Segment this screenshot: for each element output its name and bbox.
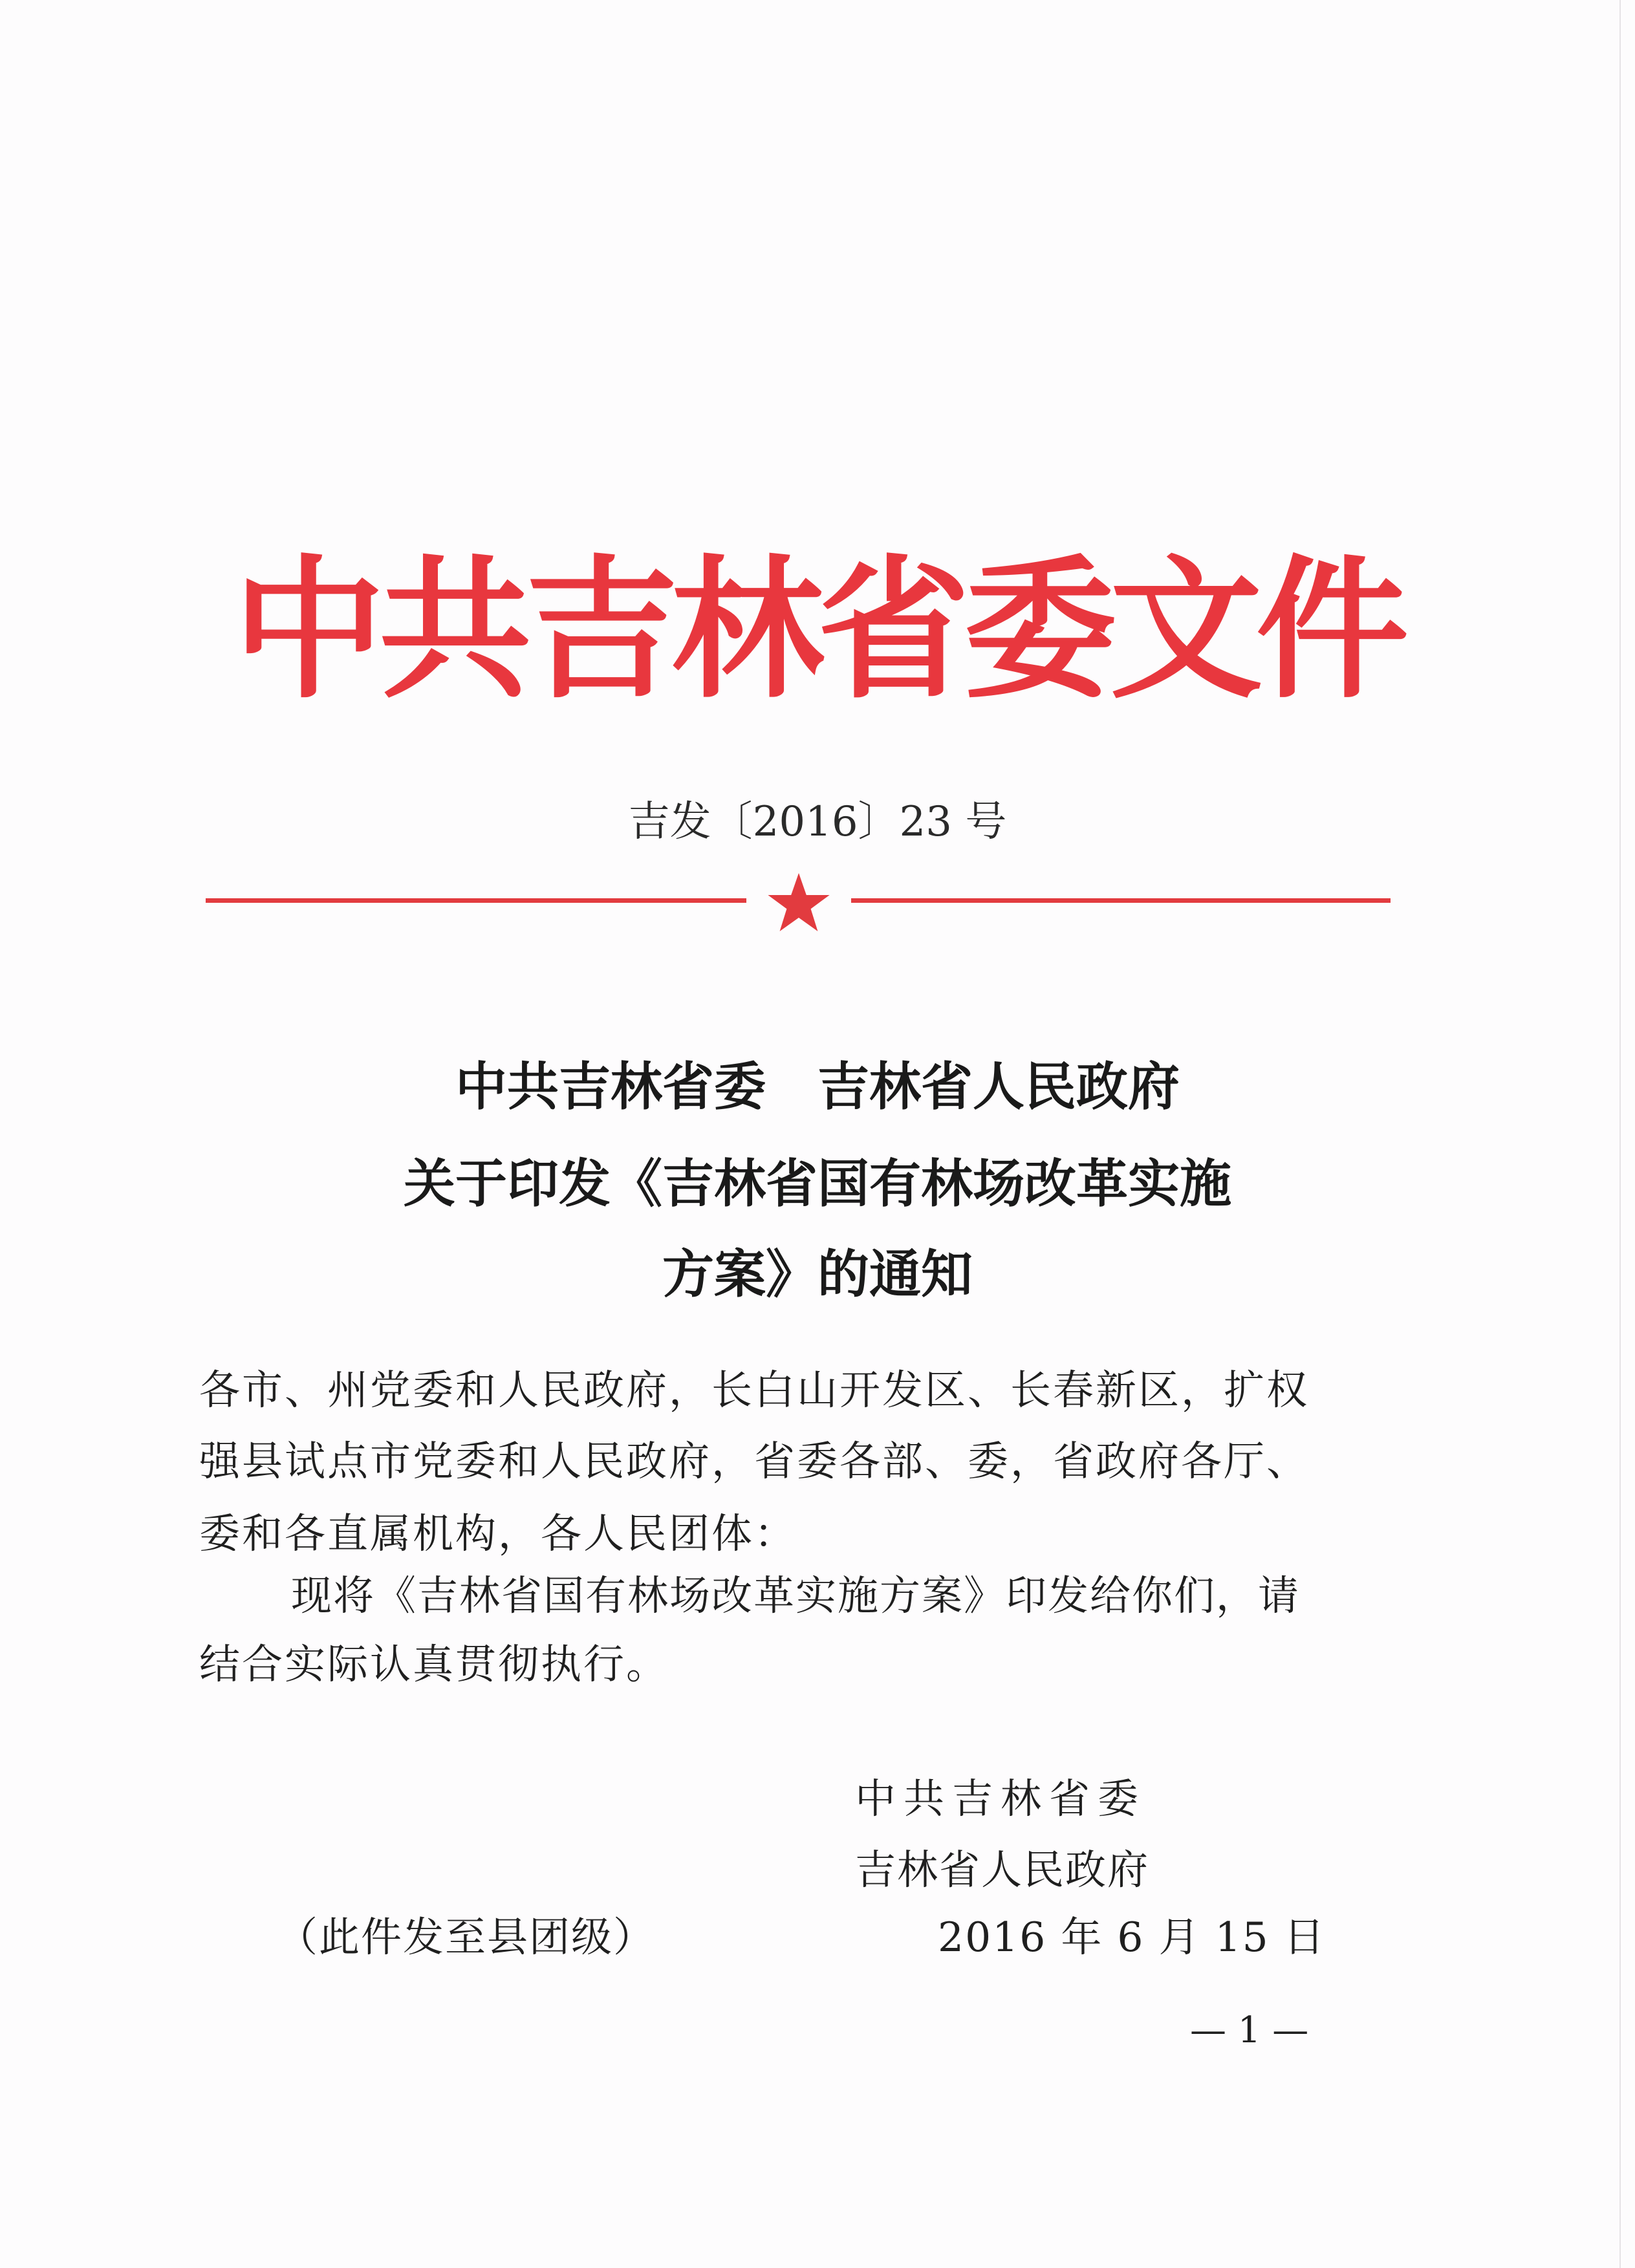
distribution-note: （此件发至县团级） <box>277 1914 655 1961</box>
notice-title-line-1: 中共吉林省委 吉林省人民政府 <box>455 1056 1180 1117</box>
scan-edge <box>1619 0 1621 2268</box>
document-number: 吉发〔2016〕23 号 <box>628 798 1007 846</box>
notice-title-line-2: 关于印发《吉林省国有林场改革实施 <box>404 1153 1231 1214</box>
signature-issuer-2: 吉林省人民政府 <box>855 1846 1149 1894</box>
body-line-3: 委和各直属机构，各人民团体： <box>199 1510 797 1557</box>
star-icon <box>766 872 831 934</box>
signature-date: 2016 年 6 月 15 日 <box>938 1914 1326 1961</box>
separator-rule-right <box>851 898 1391 903</box>
page-number: — 1 — <box>1190 2009 1309 2051</box>
body-line-5: 结合实际认真贯彻执行。 <box>199 1641 669 1688</box>
body-line-1: 各市、州党委和人民政府，长白山开发区、长春新区，扩权 <box>199 1366 1309 1414</box>
body-line-4: 现将《吉林省国有林场改革实施方案》印发给你们，请 <box>291 1572 1300 1619</box>
signature-issuer-1: 中共吉林省委 <box>855 1775 1146 1822</box>
notice-title-line-3: 方案》的通知 <box>662 1244 973 1304</box>
document-header-title: 中共吉林省委文件 <box>232 541 1402 719</box>
body-line-2: 强县试点市党委和人民政府，省委各部、委，省政府各厅、 <box>199 1438 1309 1485</box>
separator-rule-left <box>206 898 746 903</box>
